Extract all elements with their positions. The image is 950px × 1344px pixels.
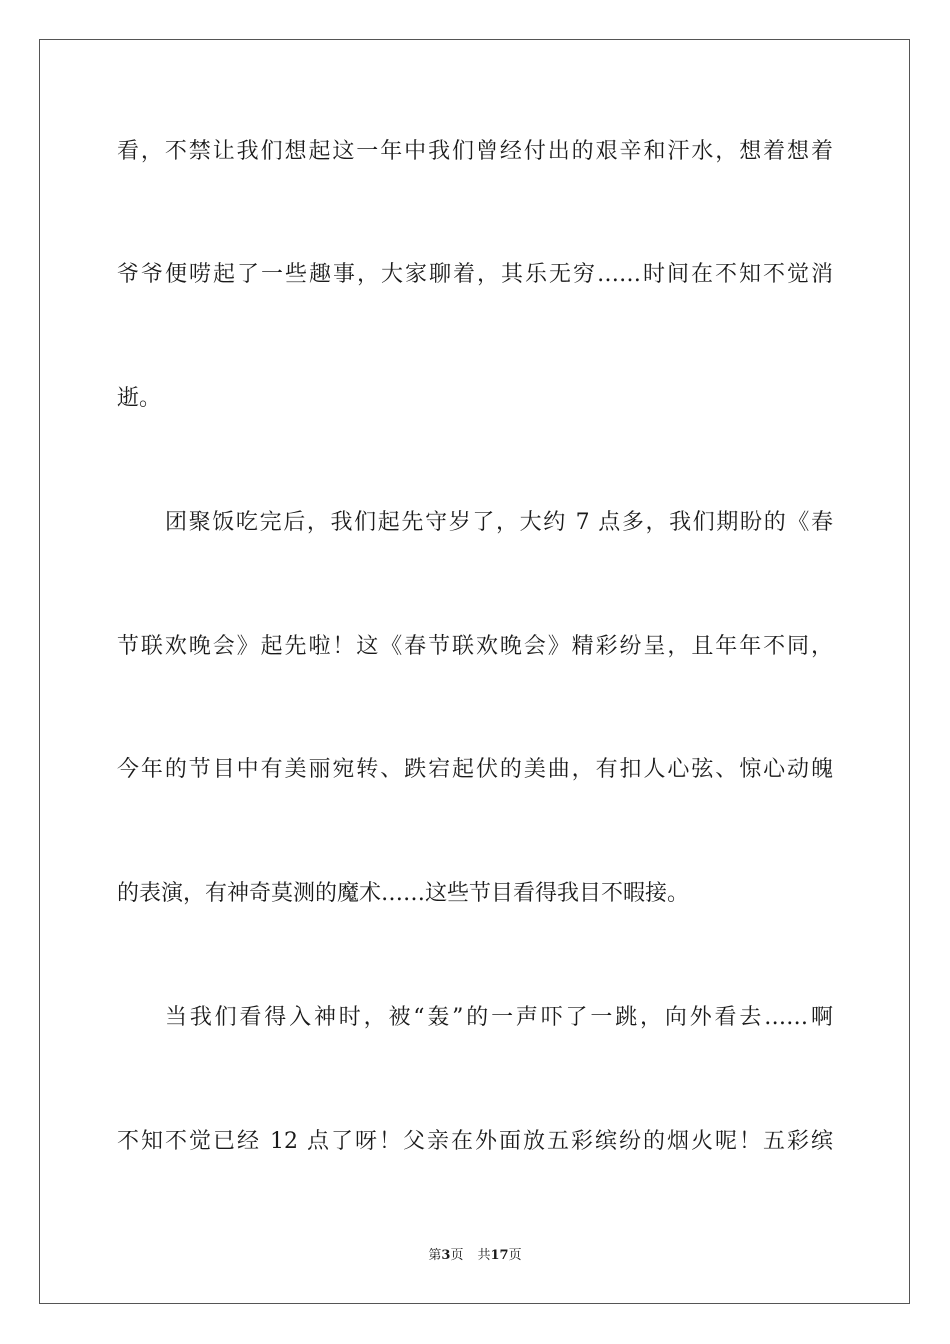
paragraph-3-line-2: 不知不觉已经 12 点了呀！父亲在外面放五彩缤纷的烟火呢！五彩缤 xyxy=(117,1129,833,1154)
page-prefix: 第 xyxy=(428,1248,442,1263)
total-pages: 17 xyxy=(490,1248,509,1263)
paragraph-2-line-2: 节联欢晚会》起先啦！这《春节联欢晚会》精彩纷呈，且年年不同， xyxy=(117,634,833,659)
page-border xyxy=(39,39,910,1304)
total-suffix: 页 xyxy=(508,1248,522,1263)
paragraph-2-line-4: 的表演，有神奇莫测的魔术……这些节目看得我目不暇接。 xyxy=(117,881,690,906)
total-prefix: 共 xyxy=(477,1248,491,1263)
text-line-2: 爷爷便唠起了一些趣事，大家聊着，其乐无穷……时间在不知不觉消 xyxy=(117,262,833,287)
paragraph-2-line-3: 今年的节目中有美丽宛转、跌宕起伏的美曲，有扣人心弦、惊心动魄 xyxy=(117,757,833,782)
page-footer xyxy=(0,1246,950,1266)
page-suffix: 页 xyxy=(450,1248,464,1263)
paragraph-3-line-1: 当我们看得入神时，被“轰”的一声吓了一跳，向外看去……啊 xyxy=(165,1005,833,1030)
text-line-1: 看，不禁让我们想起这一年中我们曾经付出的艰辛和汗水，想着想着 xyxy=(117,139,833,164)
text-line-3: 逝。 xyxy=(117,386,162,411)
page-number: 3 xyxy=(441,1248,451,1263)
paragraph-2-line-1: 团聚饭吃完后，我们起先守岁了，大约 7 点多，我们期盼的《春 xyxy=(165,510,833,535)
